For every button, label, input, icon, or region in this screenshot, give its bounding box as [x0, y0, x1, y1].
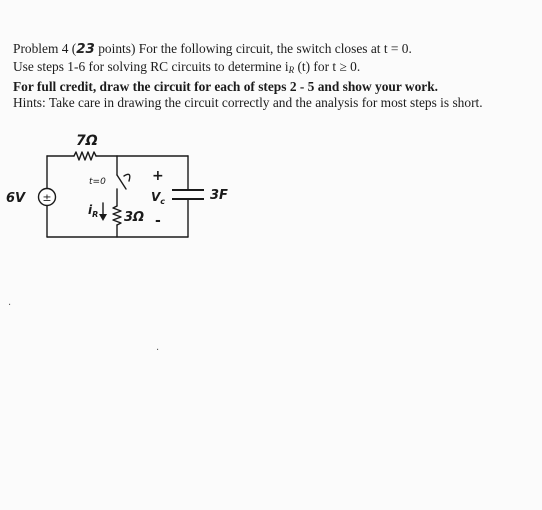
capacitor-value-label: 3F [210, 188, 228, 203]
problem-title-prefix: Problem 4 ( [13, 41, 77, 56]
handwritten-points: 23 [76, 42, 95, 57]
problem-title-suffix: points) For the following circuit, the switch closes at t = 0. [94, 41, 412, 56]
capacitor-3f [172, 190, 204, 199]
switch-blade [117, 175, 126, 189]
source-polarity-label: ± [42, 191, 52, 204]
resistor-7ohm-label: 7Ω [76, 133, 98, 149]
capacitor-voltage-minus: - [155, 213, 161, 229]
current-arrow-icon [99, 214, 107, 221]
capacitor-voltage-label: $V_c$ [151, 190, 166, 206]
resistor-7ohm [74, 152, 96, 160]
problem-line-4: Hints: Take care in drawing the circuit correctly and the analysis for most steps is short. [13, 95, 483, 111]
scan-speck: · [8, 300, 12, 311]
instructions-subscript: R [288, 64, 295, 75]
scan-speck: · [156, 345, 160, 356]
capacitor-voltage-plus: + [152, 168, 164, 184]
current-label: $i_R$ [88, 203, 99, 219]
instructions-part-b: (t) for t ≥ 0. [294, 58, 361, 74]
switch-time-label: t=0 [89, 177, 106, 187]
resistor-3ohm [113, 206, 121, 225]
resistor-3ohm-label: 3Ω [124, 210, 145, 225]
problem-line-3: For full credit, draw the circuit for each of steps 2 - 5 and show your work. [13, 78, 439, 94]
instructions-part-a: Use steps 1-6 for solving RC circuits to determine i [13, 58, 289, 74]
switch-arc [124, 174, 130, 181]
source-voltage-label: 6V [6, 191, 26, 206]
